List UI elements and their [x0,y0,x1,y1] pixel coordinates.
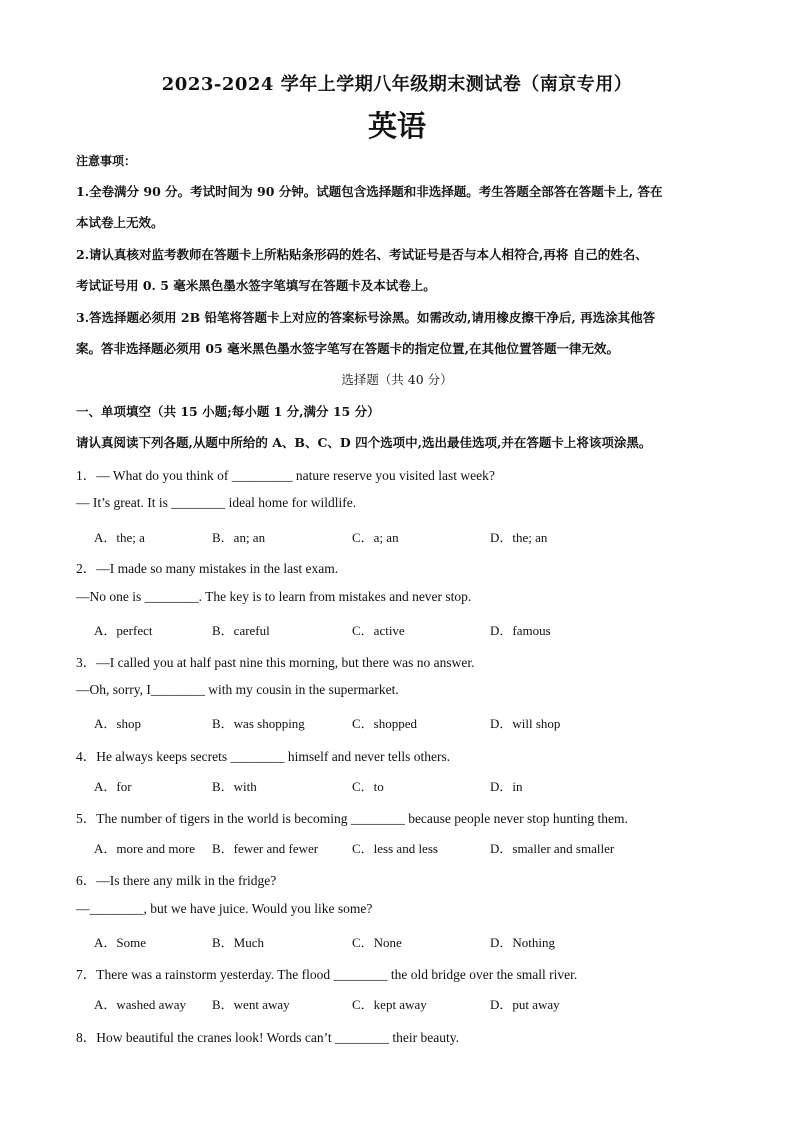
option-c: C．shopped [352,716,418,731]
option-c: C．to [352,779,384,794]
question-3-line: —Oh, sorry, I________ with my cousin in the supermarket. [76,682,399,697]
notice-line: 2.请认真核对监考教师在答题卡上所粘贴条形码的姓名、考试证号是否与本人相符合,再将 自己的姓名、 [76,247,648,262]
notice-heading: 注意事项： [76,154,137,168]
option-b: B．careful [212,623,270,638]
option-d: D．in [490,779,523,794]
notice-line: 本试卷上无效。 [76,215,164,230]
question-2-line: —No one is ________. The key is to learn from mistakes and never stop. [76,589,472,604]
exam-title: 2023-2024 学年上学期八年级期末测试卷（南京专用） [161,74,633,95]
option-d: D．smaller and smaller [490,841,615,856]
option-a: A．washed away [94,997,187,1012]
option-a: A．more and more [94,841,196,856]
part-title: 一、单项填空（共 15 小题;每小题 1 分,满分 15 分） [76,404,380,419]
question-8-line: 8．How beautiful the cranes look! Words can’t ________ their beauty. [76,1030,459,1045]
part-instruction: 请认真阅读下列各题,从题中所给的 A、B、C、D 四个选项中,选出最佳选项,并在答题卡上将该项涂黑。 [76,435,652,450]
option-a: A．for [94,779,132,794]
notice-line: 1.全卷满分 90 分。考试时间为 90 分钟。试题包含选择题和非选择题。考生答题全部答在答题卡上, 答在 [76,184,663,199]
question-6-line: 6．—Is there any milk in the fridge? [76,873,277,888]
option-b: B．fewer and fewer [212,841,319,856]
option-d: D．famous [490,623,551,638]
question-5-line: 5．The number of tigers in the world is becoming ________ because people never stop hunting them. [76,811,628,826]
section-heading: 选择题（共 40 分） [341,372,453,387]
question-7-line: 7．There was a rainstorm yesterday. The flood ________ the old bridge over the small river. [76,967,578,982]
notice-line: 案。答非选择题必须用 05 毫米黑色墨水签字笔写在答题卡的指定位置,在其他位置答题一律无效。 [76,341,619,356]
question-2-line: 2．—I made so many mistakes in the last exam. [76,561,339,576]
option-b: B．went away [212,997,290,1012]
option-d: D．Nothing [490,935,556,950]
option-d: D．the; an [490,530,548,545]
question-1-line: — It’s great. It is ________ ideal home for wildlife. [76,495,357,510]
option-b: B．Much [212,935,265,950]
option-d: D．put away [490,997,560,1012]
notice-line: 3.答选择题必须用 2B 铅笔将答题卡上对应的答案标号涂黑。如需改动,请用橡皮擦干净后, 再选涂其他答 [76,310,656,325]
option-a: A．perfect [94,623,153,638]
option-c: C．kept away [352,997,427,1012]
option-c: C．less and less [352,841,438,856]
option-a: A．shop [94,716,141,731]
subject-title: 英语 [367,109,426,143]
option-b: B．with [212,779,257,794]
option-a: A．the; a [94,530,145,545]
option-b: B．an; an [212,530,266,545]
question-3-line: 3．—I called you at half past nine this morning, but there was no answer. [76,655,475,670]
option-c: C．active [352,623,405,638]
option-b: B．was shopping [212,716,305,731]
option-d: D．will shop [490,716,561,731]
option-a: A．Some [94,935,147,950]
question-4-line: 4．He always keeps secrets ________ himself and never tells others. [76,749,451,764]
option-c: C．a; an [352,530,399,545]
option-c: C．None [352,935,402,950]
notice-line: 考试证号用 0. 5 毫米黑色墨水签字笔填写在答题卡及本试卷上。 [76,278,436,293]
question-1-line: 1．— What do you think of _________ nature reserve you visited last week? [76,468,495,483]
question-6-line: —________, but we have juice. Would you like some? [76,901,373,916]
